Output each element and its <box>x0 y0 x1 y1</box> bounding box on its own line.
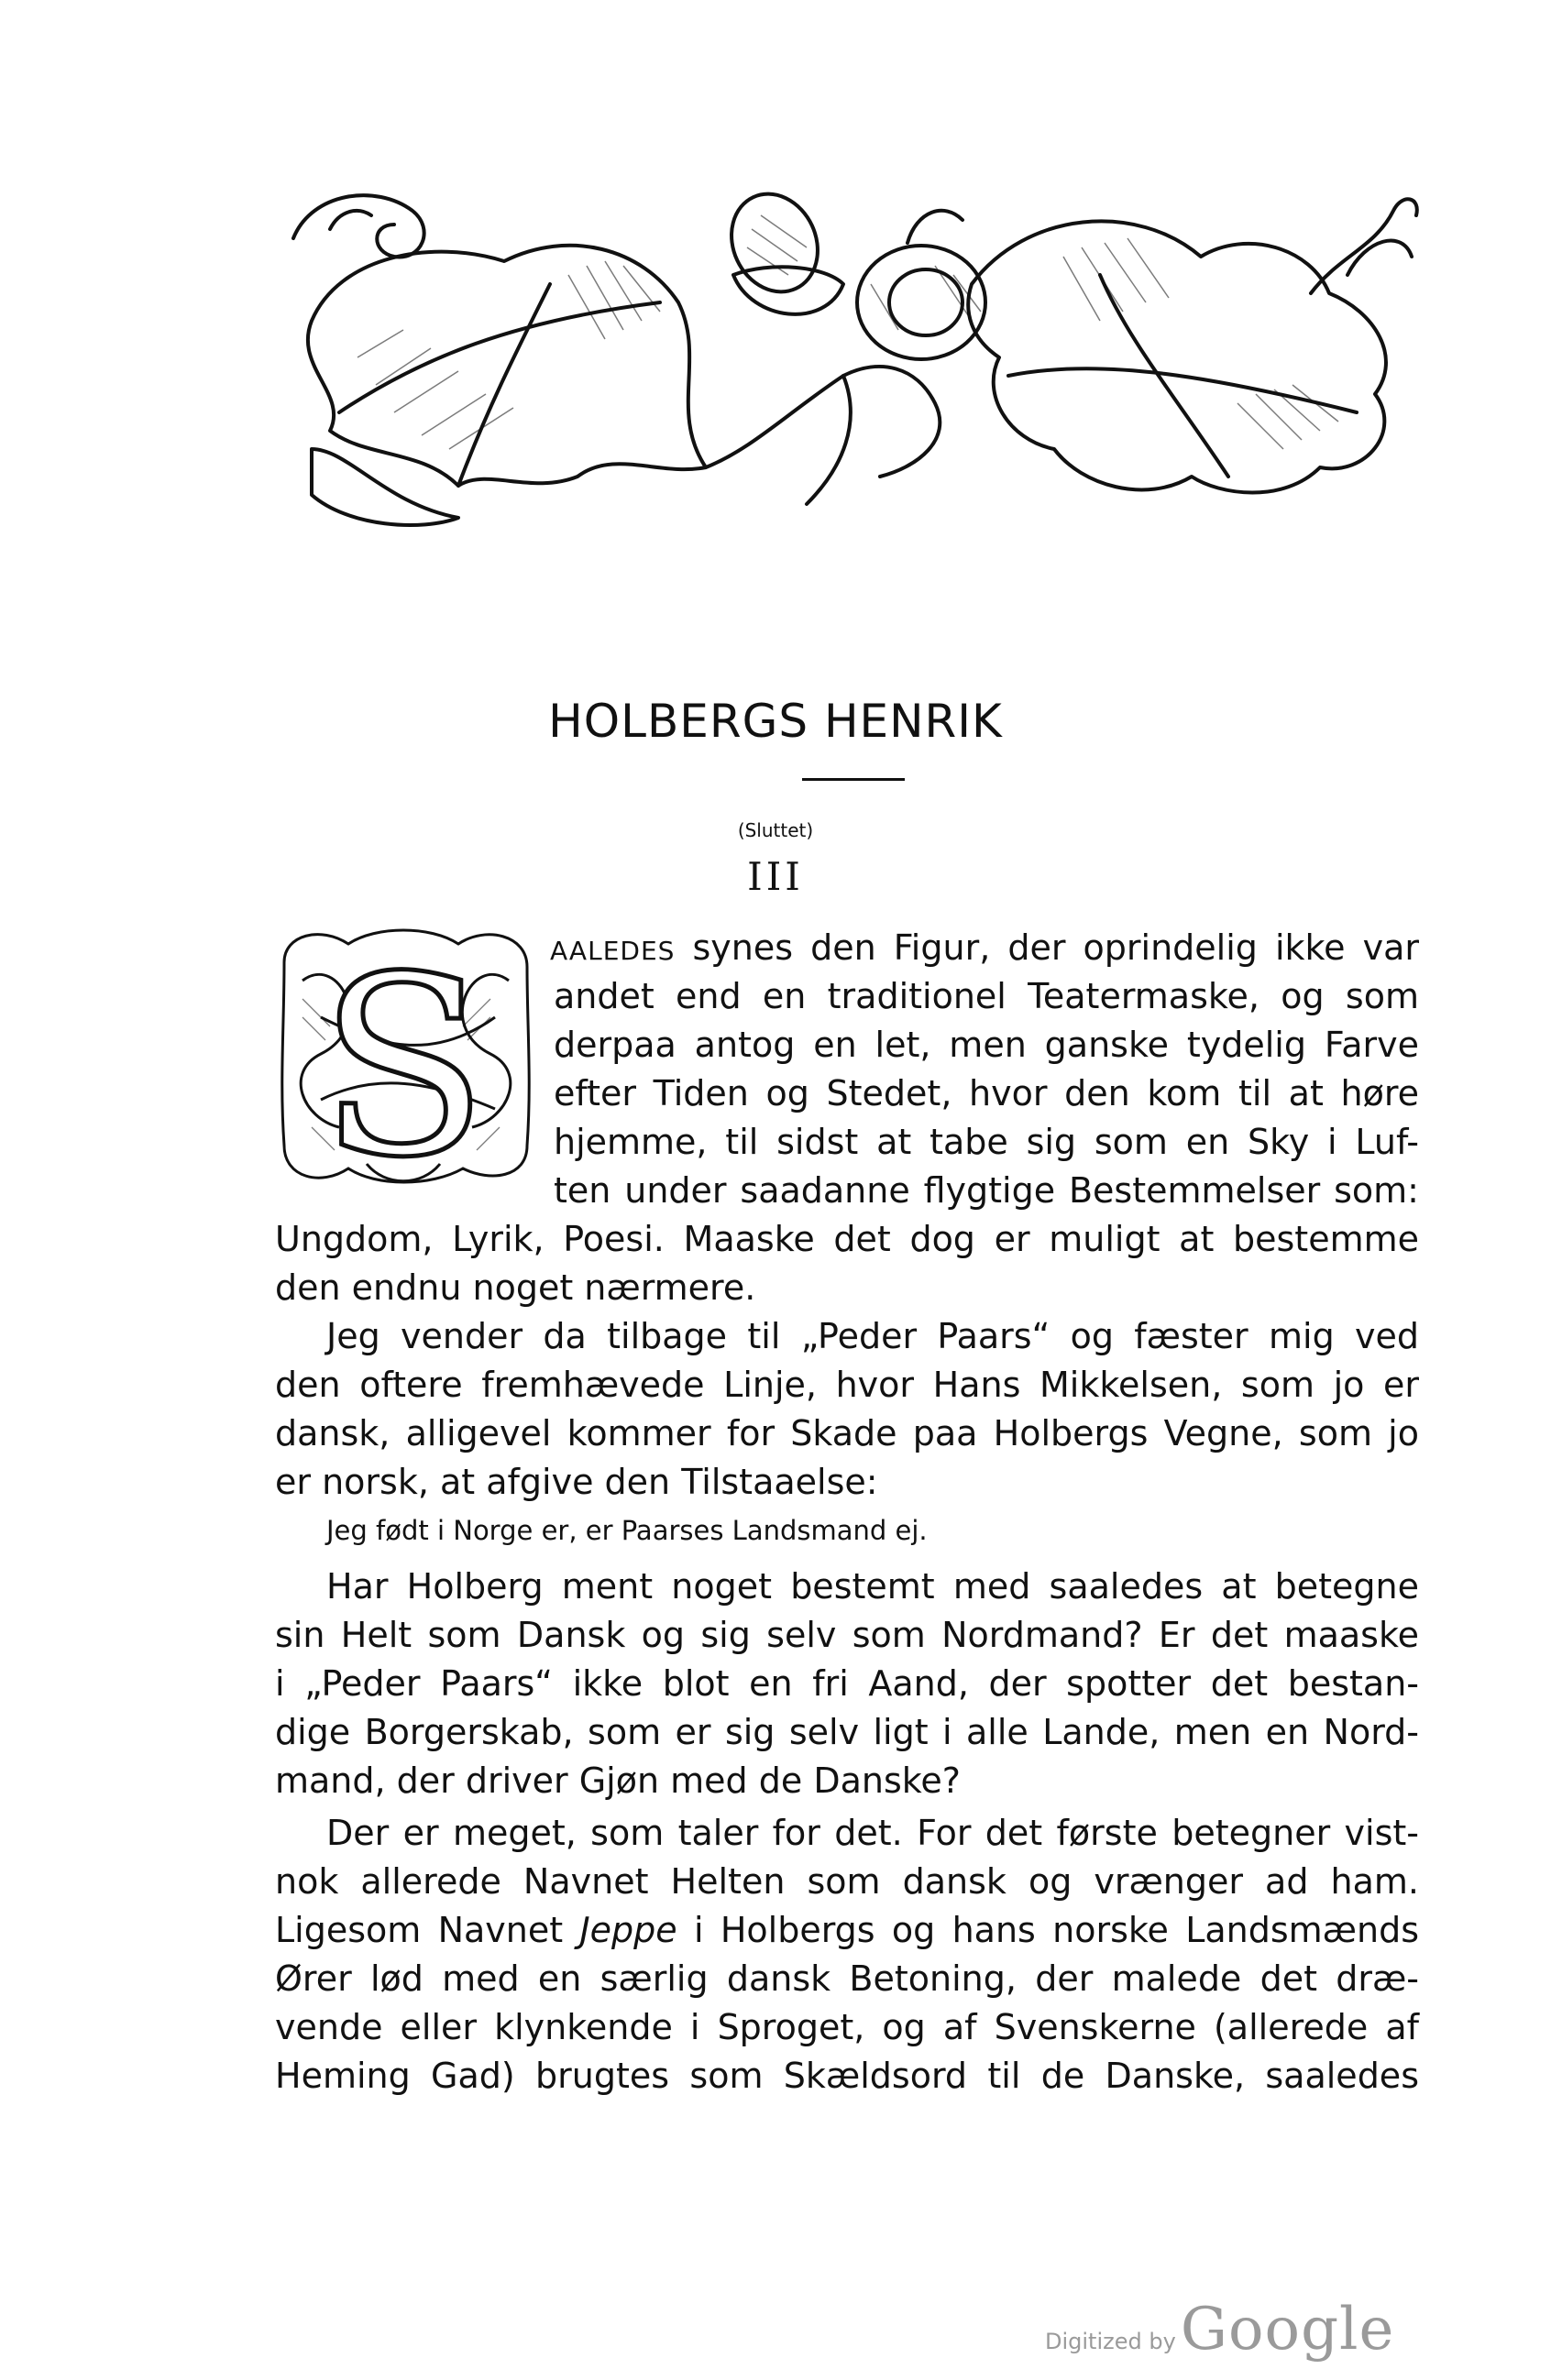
text-line <box>275 1908 1419 1952</box>
text-line: i „Peder Paars“ ikke blot en fri Aand, der spotter det bestan- <box>275 1663 1419 1704</box>
text-line: Har Holberg ment noget bestemt med saaledes at betegne <box>326 1566 1419 1607</box>
verse-quote: Jeg født i Norge er, er Paarses Landsmand ej. <box>326 1515 928 1546</box>
text-line: sin Helt som Dansk og sig selv som Nordmand? Er det maaske <box>275 1615 1419 1655</box>
text-fragment: Ligesom Navnet <box>275 1910 580 1950</box>
chapter-number: III <box>747 854 804 899</box>
text-fragment: i Holbergs og hans norske Landsmænds <box>676 1910 1419 1950</box>
text-line: dige Borgerskab, som er sig selv ligt i alle Lande, men en Nord- <box>275 1712 1419 1752</box>
watermark-prefix: Digitized by <box>1045 2329 1176 2354</box>
text-line: ten under saadanne flygtige Bestemmelser som: <box>554 1170 1419 1211</box>
text-line: Ungdom, Lyrik, Poesi. Maaske det dog er muligt at bestemme <box>275 1219 1419 1259</box>
text-line: Der er meget, som taler for det. For det første betegner vist- <box>326 1813 1419 1853</box>
text-line: efter Tiden og Stedet, hvor den kom til at høre <box>554 1073 1419 1113</box>
text-line: den oftere fremhævede Linje, hvor Hans Mikkelsen, som jo er <box>275 1365 1419 1405</box>
watermark-brand: Google <box>1180 2296 1395 2364</box>
article-subtitle: (Sluttet) <box>737 819 814 841</box>
text-line: derpaa antog en let, men ganske tydelig Farve <box>554 1025 1419 1065</box>
text-line: hjemme, til sidst at tabe sig som en Sky i Luf- <box>554 1122 1419 1162</box>
italic-word: Jeppe <box>579 1910 677 1950</box>
text-line: Heming Gad) brugtes som Skældsord til de Danske, saaledes <box>275 2056 1419 2096</box>
text-line: nok allerede Navnet Helten som dansk og vrænger ad ham. <box>275 1861 1419 1902</box>
text-line: den endnu noget nærmere. <box>275 1267 756 1308</box>
smallcaps-word: AALEDES <box>550 936 676 966</box>
text-line: vende eller klynkende i Sproget, og af Svenskerne (allerede af <box>275 2007 1419 2047</box>
drop-cap-initial <box>266 916 541 1191</box>
text-line <box>550 926 1419 973</box>
text-line: mand, der driver Gjøn med de Danske? <box>275 1760 961 1801</box>
acorn-leaf-ornament <box>275 174 1435 536</box>
text-line: Jeg vender da tilbage til „Peder Paars“ og fæster mig ved <box>326 1316 1419 1356</box>
title-divider <box>802 778 905 781</box>
text-line: er norsk, at afgive den Tilstaaelse: <box>275 1462 878 1502</box>
digitized-watermark <box>1045 2296 1394 2364</box>
drop-cap-letter: S <box>318 923 489 1191</box>
text-line: Ører lød med en særlig dansk Betoning, der malede det dræ- <box>275 1958 1419 1999</box>
text-fragment: synes den Figur, der oprindelig ikke var <box>675 927 1419 968</box>
text-line: dansk, alligevel kommer for Skade paa Holbergs Vegne, som jo <box>275 1413 1419 1453</box>
article-title: HOLBERGS HENRIK <box>548 695 1003 748</box>
text-line: andet end en traditionel Teatermaske, og som <box>554 976 1419 1016</box>
